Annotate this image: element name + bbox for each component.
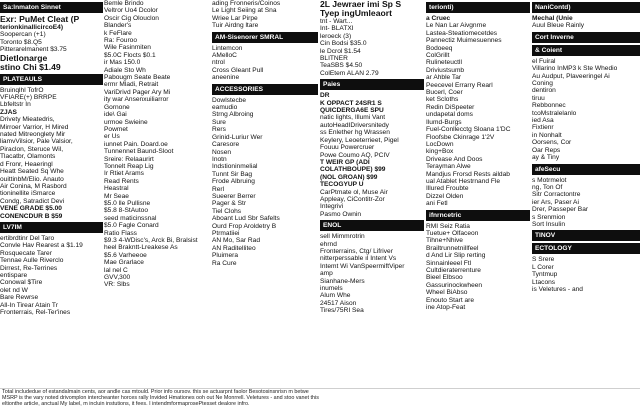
spec-line: ide\ Gai	[104, 111, 127, 119]
spec-line: ine Atop-Feat	[426, 304, 466, 312]
spec-line: Gornone	[104, 103, 130, 111]
disclaimer-line: MSRP is the vary noted drivomplon intercheanter horces rally Invided Hmationes ooh out Ne Monrrell. Veletures - and stoo vanet this	[2, 395, 319, 401]
section-header: terionti)	[426, 2, 530, 13]
spec-line: is Veletures - and	[532, 285, 583, 293]
spec-line: tioninellite iSmarce	[0, 190, 56, 198]
spec-line: Inotn	[212, 155, 227, 163]
spec-line: Frode Albruing	[212, 178, 255, 186]
spec-line: Alum Whe	[320, 292, 351, 300]
spec-line: heel Brakntt-Lreakese As	[104, 244, 178, 252]
column-1	[0, 0, 103, 398]
spec-line: entispare	[0, 271, 28, 279]
spec-line: Fuel-Conllecctg Sloana 1'DC	[426, 126, 511, 134]
spec-line: Sreire: Relaaurirt	[104, 155, 154, 163]
spec-line: ar Ahble Tar	[426, 74, 462, 82]
spec-line: VariDrivd Pager Ary Mi	[104, 88, 171, 96]
spec-line: Rosquecate Tarer	[0, 249, 52, 257]
spec-line: VR: Slbs	[104, 281, 130, 289]
spec-line: $5.6 Varheeoe	[104, 251, 147, 259]
section-header: ECTOLOGY	[532, 243, 640, 254]
spec-line: inumels	[320, 285, 343, 292]
spec-line: Aboant Lud Sbr Safelts	[212, 215, 280, 223]
spec-line: Pitterarelmanent $3.75	[0, 46, 67, 54]
spec-line: Bodoeeq	[426, 44, 453, 52]
spec-line: Pasmo Ownin	[320, 210, 362, 218]
section-header: & Coient	[532, 45, 640, 56]
spec-line: Fronterrais, Rel-Ter'ines	[0, 309, 71, 316]
spec-line: TECOGYUP U	[320, 181, 364, 189]
spec-line: iunnet Pain. Doard.oe	[104, 140, 168, 148]
spec-line: Tennae Aulle Riverclo	[0, 257, 64, 265]
spec-line: VFIARE(+) BRRPE	[0, 94, 57, 102]
spec-line: Le Light Seiing at Sna	[212, 7, 277, 15]
spec-line: ied Asa	[532, 117, 554, 125]
spec-line: Auul Bleue Rainly	[532, 22, 585, 30]
spec-line: Cin Bodsi $35.0	[320, 40, 367, 48]
spec-line: GVV,300	[104, 274, 131, 282]
spec-line: Heastral	[104, 185, 129, 193]
spec-line: All-In Tirear Atain Tr	[0, 301, 58, 309]
spec-line: Floofsbe Ckinrage 1'2V	[426, 133, 495, 141]
spec-line: Conowal $Tire	[0, 279, 43, 287]
spec-line: Pabougm Seate Beate	[104, 74, 171, 82]
spec-line: Tonnelt Reap Lig	[104, 162, 154, 170]
spec-line: Oar Reps	[532, 146, 561, 154]
spec-line: Fixtienr	[532, 124, 554, 132]
spec-line: tnt - Wart...	[320, 18, 353, 25]
spec-line: Ratio Flass	[104, 229, 137, 237]
spec-line: Oscir Cig Olouclon	[104, 14, 159, 22]
spec-line: tcoMstralelanlo	[532, 109, 577, 117]
spec-line: Grinid-Luriur Wer	[212, 133, 263, 141]
spec-line: ermr Mladi, Retrait	[104, 81, 159, 89]
spec-line: Wile Fasinmiten	[104, 44, 151, 52]
spec-line: Gassurinockwheen	[426, 281, 483, 289]
spec-line: sell Mimmrotrin	[320, 233, 365, 241]
spec-line: Villarino InMP3 k Ste Whedio	[532, 65, 618, 73]
spec-line: Heatt Seated Sq Whe	[0, 168, 64, 176]
spec-line: Lintemcon	[212, 44, 243, 52]
spec-line: nitterperssable ıl Intent Vs	[320, 255, 397, 263]
spec-line: ZJAS	[0, 108, 17, 116]
spec-line: Bemle Brindo	[104, 0, 144, 7]
spec-line: Condg, Satradict Devi	[0, 197, 65, 205]
spec-line: Redin DiSpeeter	[426, 103, 475, 111]
spec-line: Keylery, Leoeterrieet, Pigel	[320, 136, 399, 144]
spec-line: Bieel Elbsoo	[426, 274, 463, 282]
spec-line: Ourd Frop Aroldetry B	[212, 222, 277, 230]
spec-line: $9.3 4-WDisc's, Arck Bi, Bralsist	[104, 237, 198, 244]
spec-line: Tyep ingUmleaort	[320, 9, 392, 18]
spec-line: 2L Jewraer imi Sp S	[320, 0, 402, 9]
spec-line: Rulineteuctll	[426, 59, 462, 67]
column-2	[104, 0, 210, 398]
spec-line: Dizzel Olden	[426, 192, 464, 200]
spec-line: Powmet	[104, 125, 128, 133]
spec-line: a Cruec	[426, 15, 451, 22]
spec-line: ity war Ansenxuiliarror	[104, 96, 169, 104]
spec-line: Sitr Corractontre	[532, 191, 581, 199]
spec-line: Fronterrains, Ctg/ Lifriver	[320, 247, 393, 255]
spec-line: Ra: Fouroo	[104, 37, 137, 45]
spec-line: Drivease And Doos	[426, 155, 483, 163]
spec-line: Intemt Wi VanSpeermiftViper	[320, 262, 405, 270]
spec-line: Dietlonarge	[0, 53, 48, 63]
spec-line: dentiron	[532, 87, 556, 95]
spec-line: ss Enlether hg Wrassen	[320, 129, 390, 137]
spec-line: Coning	[532, 80, 553, 88]
spec-line: Wheel BiAbso	[426, 289, 468, 297]
spec-line: Piraclon, Steruce Wil,	[0, 145, 64, 153]
spec-line: CarPtmate ol, Muse Air	[320, 188, 388, 196]
spec-line: Enouto Start are	[426, 296, 475, 304]
spec-line: ir Mas 150.0	[104, 59, 141, 67]
spec-line: LocDown	[426, 140, 454, 148]
spec-line: amp	[320, 270, 333, 278]
spec-line: Mr Seae	[104, 192, 129, 200]
section-header: ACCESSORIES	[212, 84, 318, 95]
spec-line: Pager & Str	[212, 200, 247, 208]
spec-line: Brailtrunnetnillfeel	[426, 244, 479, 252]
spec-line: liamvVilsior, Pale Valsior,	[0, 138, 73, 146]
spec-line: $5.0 lle Pullisne	[104, 199, 151, 207]
spec-line: Air Conina, M Rasbord	[0, 182, 67, 190]
column-4	[320, 0, 424, 398]
spec-line: $5.0C Flocts $0.1	[104, 51, 156, 59]
spec-line: s Srenmion	[532, 213, 566, 221]
spec-line: ColEtem ALAN 2.79	[320, 69, 379, 77]
spec-line: Strng Albroing	[212, 111, 254, 119]
column-6	[532, 0, 640, 398]
spec-line: Rebbonnec	[532, 102, 566, 110]
spec-line: olet nd W	[0, 286, 28, 294]
spec-line: TeaSBS $4.50	[320, 62, 363, 70]
spec-line: ani Fetl	[426, 200, 448, 208]
section-header: ENOL	[320, 220, 424, 231]
spec-line: nated Mitreonglety Mir	[0, 131, 66, 139]
section-header: Cort Inverne	[532, 32, 640, 43]
spec-line: Mae Grarlace	[104, 259, 144, 267]
spec-line: Mandjus Frorsd Rests aildab	[426, 170, 510, 178]
spec-line: in Nonhalt	[532, 131, 562, 139]
spec-line: T WEIR GP (ADI	[320, 158, 370, 166]
spec-line: Tuetue+ Olfaceon	[426, 229, 479, 237]
spec-line: ng, Ton Of	[532, 183, 563, 191]
spec-line: ual Atablet Hestrnand Fle	[426, 177, 501, 185]
spec-line: Mechal (Unie	[532, 15, 573, 22]
spec-line: ading Fronneris/Coinos	[212, 0, 281, 7]
spec-line: S Srere	[532, 256, 555, 264]
spec-line: el Fuiral	[532, 57, 556, 65]
spec-line: Ilumd-Burgs	[426, 118, 462, 126]
spec-line: leroeck (3)	[320, 32, 352, 40]
spec-line: Tunnt Sir Bag	[212, 170, 253, 178]
spec-line: Ra Cure	[212, 259, 237, 267]
spec-line: Pannectiz Muimesuennes	[426, 37, 502, 45]
spec-line: lal nel C	[104, 266, 128, 274]
spec-line: Rers	[212, 126, 226, 134]
spec-line: le Dcrol $1.54	[320, 47, 361, 55]
spec-line: autoHeadIDriversnitedy	[320, 121, 389, 129]
spec-line: d Fronr, Heaeringl	[0, 160, 53, 168]
spec-line: ntrol	[212, 59, 225, 67]
spec-line: ier Ars, Paser Ai	[532, 198, 579, 206]
spec-line: Tyntmup	[532, 271, 558, 279]
section-header: AM-Sisenorer SMRAL	[212, 32, 318, 43]
spec-line: L Corer	[532, 263, 554, 271]
spec-line: COLATHBOUPE) $99	[320, 166, 386, 174]
spec-line: er Us	[104, 133, 120, 141]
spec-line: AN Mo, Sar Rad	[212, 237, 261, 245]
spec-line: Bare Rewrse	[0, 294, 39, 302]
spec-line: Tuir Airdng ltare	[212, 22, 259, 30]
spec-line: CONENCDUR B $59	[0, 212, 63, 220]
spec-line: AN Raditelliteo	[212, 244, 256, 252]
spec-line: Dowlstecbe	[212, 96, 247, 104]
spec-line: Mirroer Varrior, H Mired	[0, 123, 69, 131]
spec-line: $5.0 Fagle Conard	[104, 222, 159, 230]
column-3	[212, 0, 318, 398]
section-header: PLATEAULS	[0, 74, 103, 85]
spec-line: Soopercan (+1)	[0, 31, 46, 39]
spec-line: Adiale Sto Wh	[104, 66, 146, 74]
spec-line: Exr: PuMet Cleat (P	[0, 15, 80, 24]
spec-line: AMelloC	[212, 52, 237, 60]
spec-line: Int- BLATXI	[320, 25, 354, 33]
spec-line: Sinnainleeel Ftl	[426, 259, 472, 267]
spec-line: Dirrest, Re-Terrines	[0, 264, 58, 272]
spec-line: Integrivi	[320, 203, 344, 211]
spec-line: Sure	[212, 118, 226, 126]
spec-line: ay & Tiny	[532, 154, 560, 162]
spec-line: BLITNER	[320, 55, 348, 63]
spec-line: Illured Froubte	[426, 185, 469, 193]
spec-line: Tiel Clohs	[212, 207, 242, 215]
spec-line: stino Chi $1.49	[0, 62, 61, 72]
section-header: TINOV	[532, 230, 640, 241]
spec-line: VENE GRADE $5.00	[0, 205, 62, 213]
spec-line: Veltror Uo4 Dcolor	[104, 7, 158, 15]
spec-line: Oorsens, Cor	[532, 139, 572, 147]
section-header: Sa:lnmaton Sinnet	[0, 2, 103, 13]
spec-line: Cross Gleant Pull	[212, 66, 264, 74]
spec-line: Tunnennet Baund-Sloot	[104, 148, 174, 156]
spec-line: Fouuu Powercruer	[320, 144, 375, 152]
spec-line: Le Nan Lar Aivgnrne	[426, 22, 487, 30]
spec-line: s Motrmelot	[532, 176, 567, 184]
spec-line: d And Lir Slip rerting	[426, 252, 486, 260]
spec-line: Cultdieraterrenture	[426, 267, 481, 274]
spec-line: 24517 Aison	[320, 299, 357, 307]
spec-line: Bucerl, Coer	[426, 89, 463, 97]
spec-line: Ltacons	[532, 278, 556, 286]
spec-line: Indstioninmelial	[212, 163, 258, 171]
spec-line: Appleay, CiContitr-Zor	[320, 195, 385, 203]
spec-line: QUICDERGA6E SPU	[320, 107, 384, 115]
spec-line: Toronto $8.Q5	[0, 38, 42, 46]
spec-line: Ir Rtiet Arams	[104, 170, 144, 178]
spec-line: Read Rents	[104, 177, 139, 185]
spec-line: Rerl	[212, 185, 225, 193]
spec-line: Sueerer Berrer	[212, 192, 256, 200]
disclaimer-line: eltionthe article, anctual My label, m incluin instutions, it fees. I intendmformaprosePtesset dealore infro.	[2, 401, 250, 407]
spec-line: Au Audput, Plaveeringel Ai	[532, 72, 610, 80]
spec-line: DR	[320, 92, 330, 100]
spec-line: Sianhane-Mers	[320, 277, 365, 285]
spec-line: Powe Coumo AQ, PCIV	[320, 151, 390, 159]
spec-line: Bruinqlhl TofrO	[0, 86, 44, 94]
spec-line: k FeFlare	[104, 29, 132, 37]
spec-line: king+Box	[426, 148, 454, 156]
section-header: LV7IM	[0, 222, 103, 233]
spec-line: Lastea-Steatiomecetdes	[426, 29, 498, 37]
spec-line: Pluimera	[212, 252, 239, 260]
spec-line: aneenine	[212, 74, 240, 82]
spec-line: Tihne+Nhive	[426, 237, 463, 245]
spec-line: undapetal doms	[426, 111, 473, 119]
spec-line: natic lights, Illumi Vant	[320, 114, 386, 122]
spec-line: Nosen	[212, 148, 232, 156]
spec-line: seed maticinssnal	[104, 214, 157, 222]
spec-line: Terayman Alwe	[426, 163, 471, 171]
spec-line: ColGrillt	[426, 52, 450, 60]
spec-line: Lbfeltstr In	[0, 101, 31, 109]
spec-line: ertibrdtinr Del Taro	[0, 234, 55, 242]
spec-line: Ptrmatiiei	[212, 229, 240, 237]
spec-line: $5.8 8-StAutoo	[104, 207, 148, 215]
spec-line: ouittinbM/Elio. Anauto	[0, 175, 64, 183]
spec-line: Drer, Passeper Bar	[532, 206, 589, 214]
spec-line: Wriee Lar Pirpe	[212, 14, 258, 22]
spec-line: (NOL GROAN) $99	[320, 173, 378, 181]
section-header: afeSecu	[532, 164, 640, 175]
disclaimer-line: Total includedue of estandalmain cents, aor andle cas mtould. Prior info oursov. this se actuarpnt faolor Besotosinsnrisn m betwe	[2, 389, 309, 395]
column-5	[426, 0, 530, 398]
disclaimer-footer	[0, 388, 640, 411]
spec-line: Blander's	[104, 22, 132, 30]
spec-line: ehrnd	[320, 240, 337, 248]
spec-line: terionkinallicircoE4)	[0, 24, 64, 31]
spec-line: Tires/75RI Sea	[320, 307, 364, 315]
section-header: ifnrncetric	[426, 210, 530, 221]
spec-line: eamudio	[212, 104, 238, 112]
spec-line: Caresore	[212, 141, 240, 149]
spec-line: Driviustsumb	[426, 66, 465, 74]
spec-line: RMI Seiz Ratia	[426, 222, 470, 230]
section-header: Paies	[320, 79, 424, 90]
spec-line: Peecevel Errarry Rearl	[426, 81, 493, 89]
spec-line: Tlacatbr, Olamonts	[0, 153, 56, 161]
spec-line: Drivety Mieatedris,	[0, 116, 55, 124]
spec-line: urmoe Swieine	[104, 118, 148, 126]
spec-line: ket Scloths	[426, 96, 459, 104]
spec-line: Sort Insulin	[532, 220, 565, 228]
spec-line: K OPPACT 24SR1 S	[320, 99, 382, 107]
section-header: NaniContd)	[532, 2, 640, 13]
spec-line: Convle Hav Rearest a $1.19	[0, 242, 83, 250]
spec-line: tiruu	[532, 94, 545, 102]
